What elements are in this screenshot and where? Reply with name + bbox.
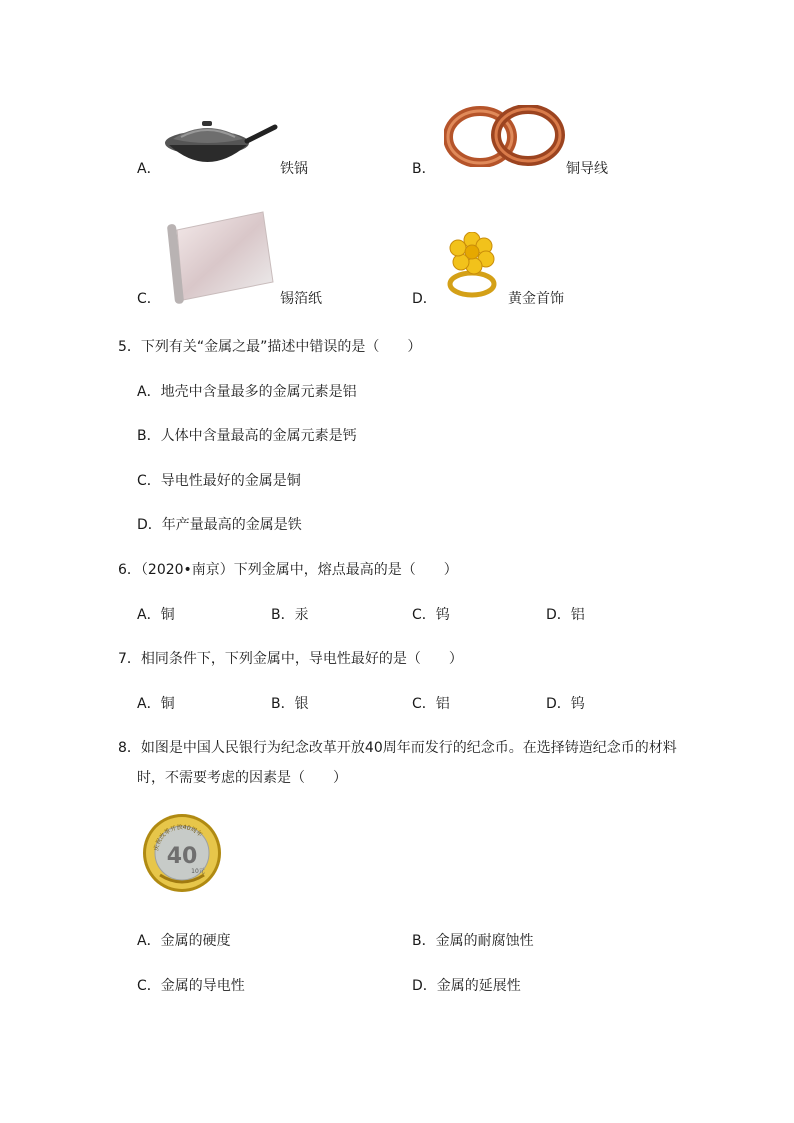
option-caption: 铁锅: [280, 161, 308, 177]
q6-stem: 6．（2020•南京）下列金属中，熔点最高的是（ ）: [118, 562, 458, 578]
wok-image: [163, 117, 279, 175]
q8-option-b: B．金属的耐腐蚀性: [412, 933, 534, 949]
commemorative-coin-image: [142, 813, 222, 893]
q6-option-c: C．钨: [412, 607, 450, 623]
q5-option-c: C．导电性最好的金属是铜: [137, 473, 301, 489]
q8-option-d: D．金属的延展性: [412, 978, 521, 994]
gold-ring-image: [444, 232, 504, 300]
q6-option-b: B．汞: [271, 607, 309, 623]
q7-stem: 7．相同条件下，下列金属中，导电性最好的是（ ）: [118, 651, 463, 667]
copper-wire-image: [444, 105, 566, 167]
q8-stem-line2: 时，不需要考虑的因素是（ ）: [137, 770, 347, 786]
q5-option-d: D．年产量最高的金属是铁: [137, 517, 302, 533]
q7-option-b: B．银: [271, 696, 309, 712]
option-caption: 锡箔纸: [280, 291, 322, 307]
q8-option-c: C．金属的导电性: [137, 978, 245, 994]
coin-ring-text: 庆祝改革开放40周年: [152, 823, 204, 852]
coin-number: 40: [166, 844, 198, 869]
q8-option-a: A．金属的硬度: [137, 933, 231, 949]
q8-stem-line1: 8．如图是中国人民银行为纪念改革开放40周年而发行的纪念币。在选择铸造纪念币的材料: [118, 740, 677, 756]
q5-option-a: A．地壳中含量最多的金属元素是铝: [137, 384, 357, 400]
option-caption: 黄金首饰: [508, 291, 564, 307]
option-caption: 铜导线: [566, 161, 608, 177]
q7-option-c: C．铝: [412, 696, 450, 712]
option-letter: A．: [137, 161, 161, 177]
coin-denomination: 10元: [191, 868, 205, 875]
option-letter: C．: [137, 291, 161, 307]
option-letter: D．: [412, 291, 437, 307]
q7-option-d: D．钨: [546, 696, 585, 712]
option-letter: B．: [412, 161, 436, 177]
q7-option-a: A．铜: [137, 696, 175, 712]
q6-option-d: D．铝: [546, 607, 585, 623]
tin-foil-image: [165, 208, 277, 304]
q5-stem: 5．下列有关“金属之最”描述中错误的是（ ）: [118, 339, 422, 355]
q6-option-a: A．铜: [137, 607, 175, 623]
q5-option-b: B．人体中含量最高的金属元素是钙: [137, 428, 357, 444]
